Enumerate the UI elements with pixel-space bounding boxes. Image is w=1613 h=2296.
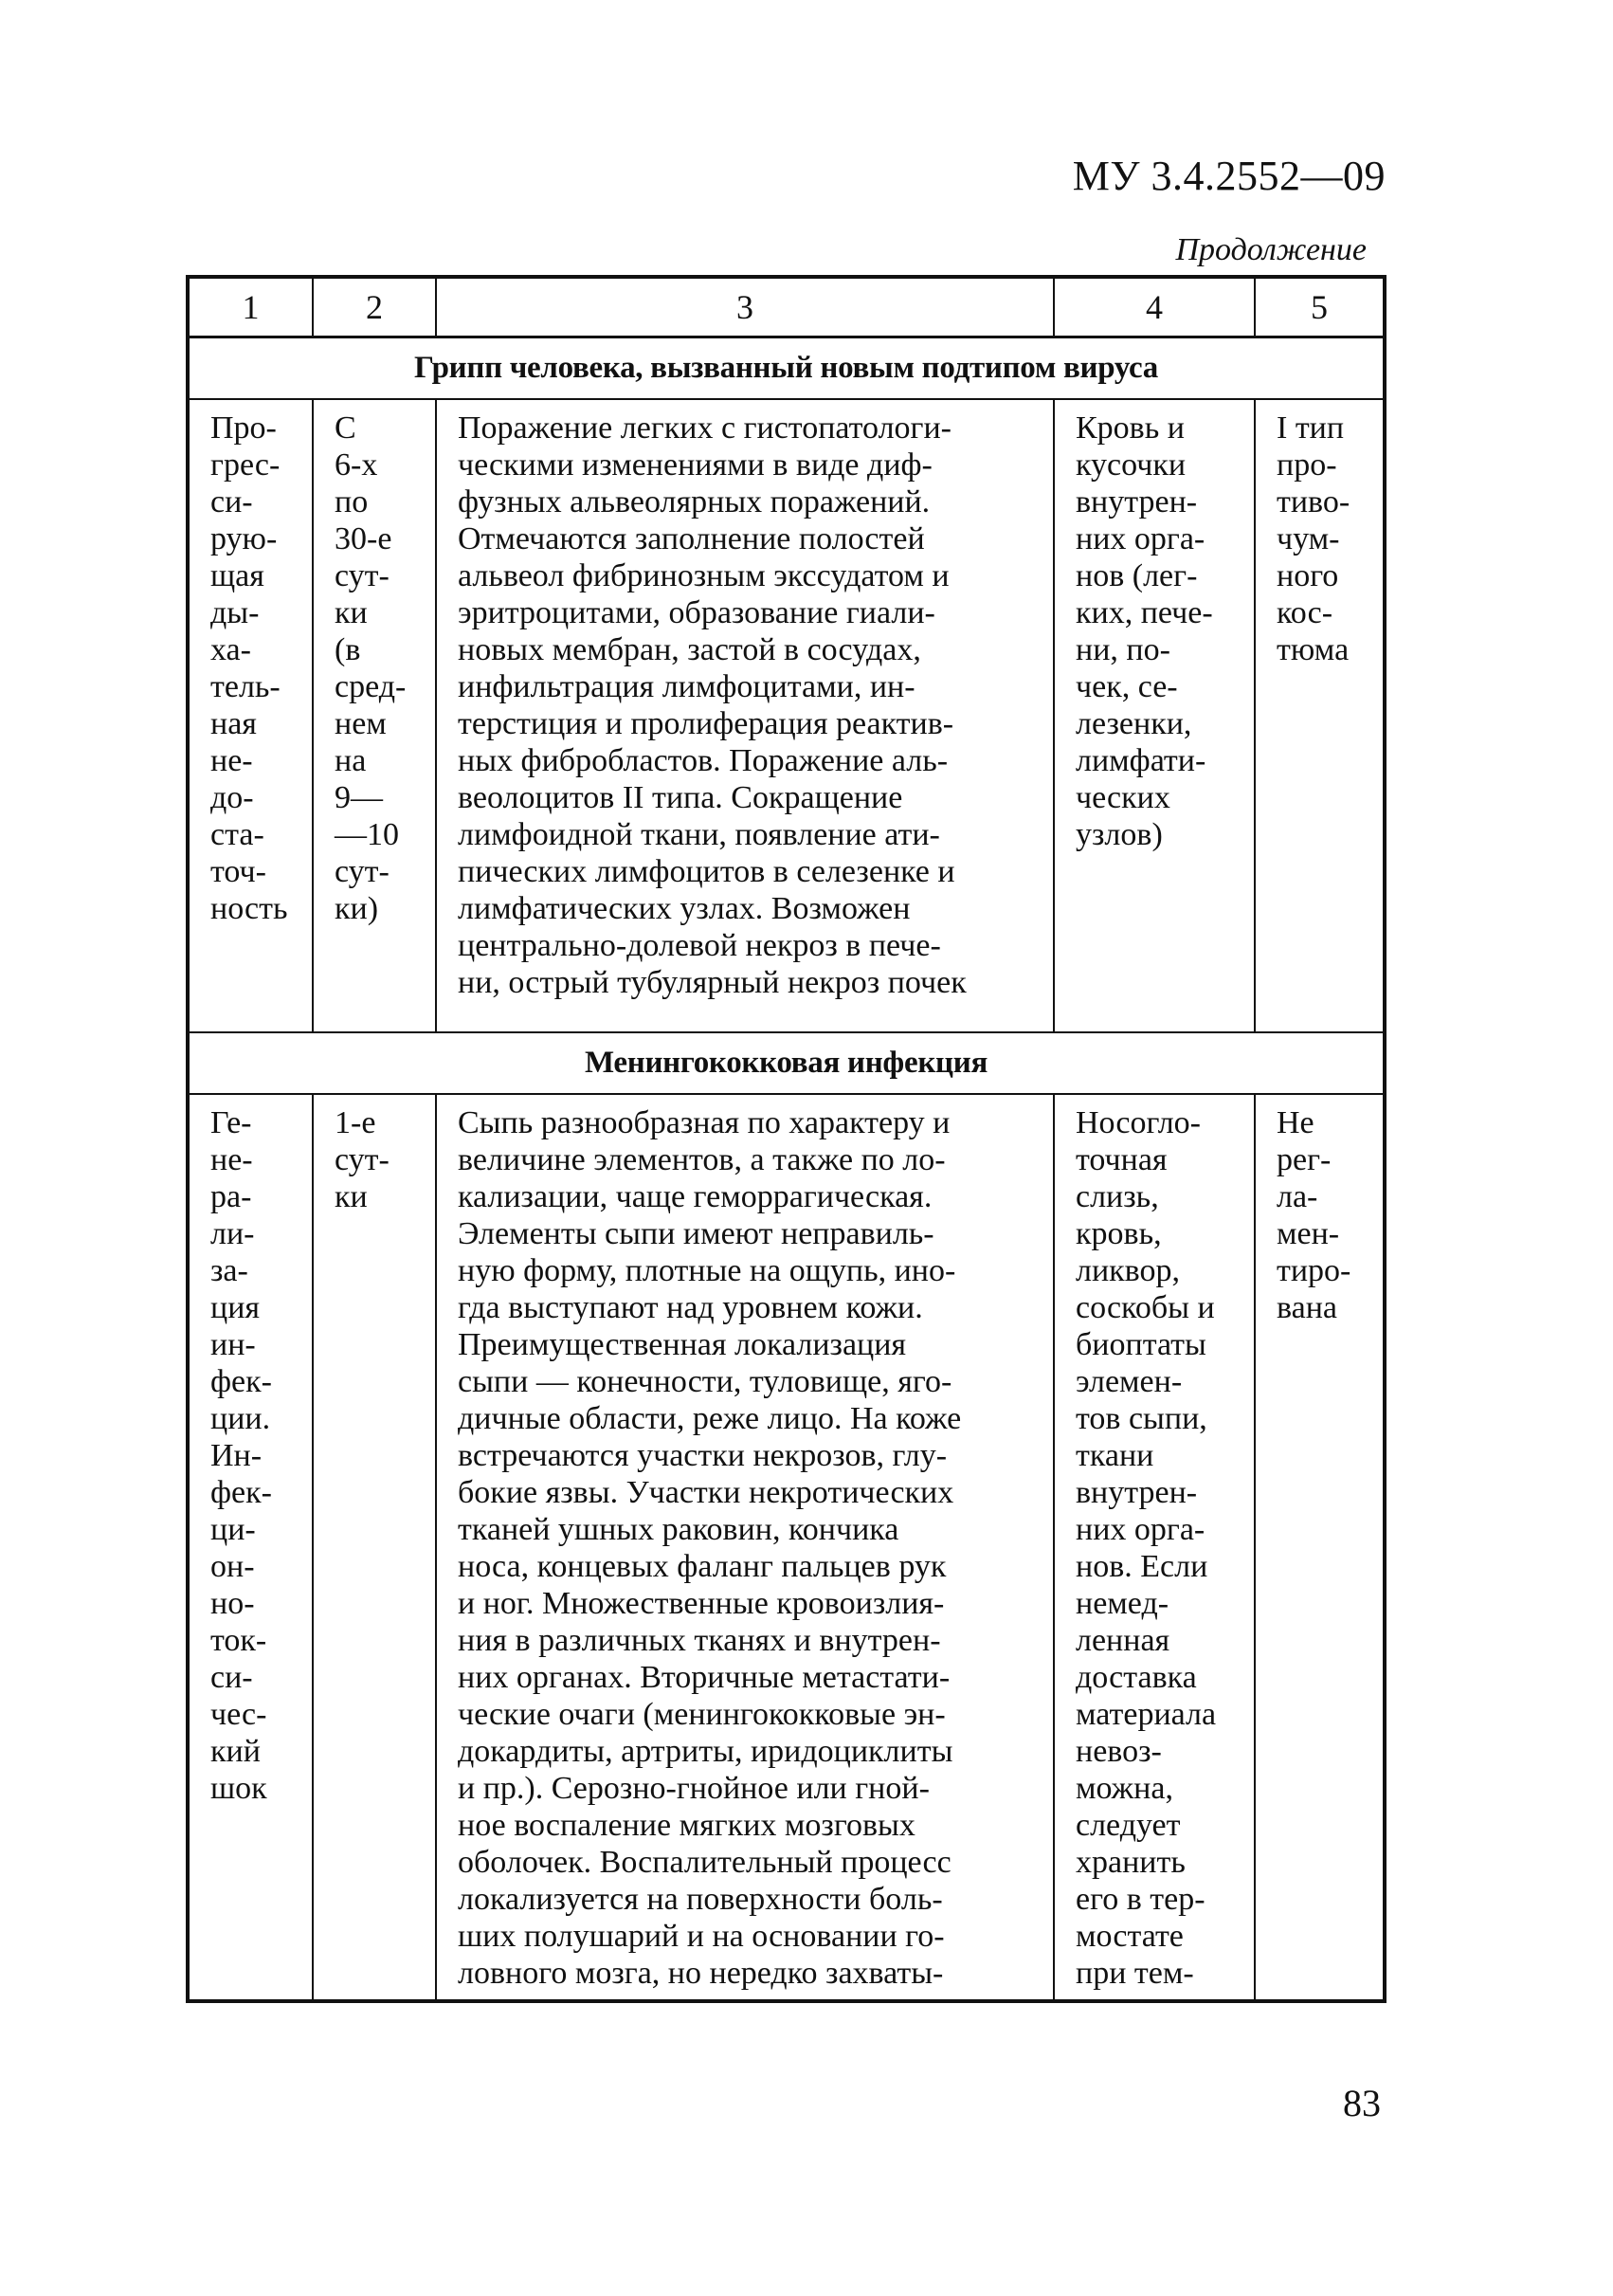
table-row [188,1094,1385,2001]
table-cell: Носогло- точная слизь, кровь, ликвор, соскобы и биоптаты элемен- тов сыпи, ткани внутрен- них орга- нов. Если немед- ленная доставка материала невоз- можна, следует хранить его в тер- мостате при тем- [1054,1094,1255,2001]
table-cell: 1-е сут- ки [313,1094,436,2001]
table-cell: I тип про- тиво- чум- ного кос- тюма [1255,399,1385,1032]
section-row [188,337,1385,400]
table-header-row [188,277,1385,337]
page-number: 83 [1343,2082,1381,2124]
section-row [188,1032,1385,1094]
table-cell: Кровь и кусочки внутрен- них орга- нов (лег- ких, пече- ни, по- чек, се- лезенки, лимфати- ческих узлов) [1054,399,1255,1032]
table-cell: Не рег- ла- мен- тиро- вана [1255,1094,1385,2001]
document-code: МУ 3.4.2552—09 [1072,153,1386,199]
column-header: 5 [1255,277,1385,337]
data-table [186,275,1386,2003]
table-cell: Ге- не- ра- ли- за- ция ин- фек- ции. Ин- фек- ци- он- но- ток- си- чес- кий шок [188,1094,313,2001]
table-cell: С 6-х по 30-е сут- ки (в сред- нем на 9— —10 сут- ки) [313,399,436,1032]
section-title: Менингококковая инфекция [188,1032,1385,1094]
continuation-label: Продолжение [1175,232,1367,267]
table-cell: Сыпь разнообразная по характеру и величине элементов, а также по ло- кализации, чаще геморрагическая. Элементы сыпи имеют неправиль- ную форму, плотные на ощупь, ино- гда выступают над уровнем кожи. Преимущественная локализация сыпи — конечности, туловище, яго- дичные области, реже лицо. На коже встречаются участки некрозов, глу- бокие язвы. Участки некротических тканей ушных раковин, кончика носа, концевых фаланг пальцев рук и ног. Множественные кровоизлия- ния в различных тканях и внутрен- них органах. Вторичные метастати- ческие очаги (менингококковые эн- докардиты, артриты, иридоциклиты и пр.). Серозно-гнойное или гной- ное воспаление мягких мозговых оболочек. Воспалительный процесс локализуется на поверхности боль- ших полушарий и на основании го- ловного мозга, но нередко захваты- [436,1094,1054,2001]
column-header: 2 [313,277,436,337]
column-header: 4 [1054,277,1255,337]
column-header: 3 [436,277,1054,337]
table-cell: Поражение легких с гистопатологи- ческими изменениями в виде диф- фузных альвеолярных поражений. Отмечаются заполнение полостей альвеол фибринозным экссудатом и эритроцитами, образование гиали- новых мембран, застой в сосудах, инфильтрация лимфоцитами, ин- терстиция и пролиферация реактив- ных фибробластов. Поражение аль- веолоцитов II типа. Сокращение лимфоидной ткани, появление ати- пических лимфоцитов в селезенке и лимфатических узлах. Возможен центрально-долевой некроз в пече- ни, острый тубулярный некроз почек [436,399,1054,1032]
column-header: 1 [188,277,313,337]
table-row [188,399,1385,1032]
table-cell: Про- грес- си- рую- щая ды- ха- тель- ная не- до- ста- точ- ность [188,399,313,1032]
section-title: Грипп человека, вызванный новым подтипом вируса [188,337,1385,400]
